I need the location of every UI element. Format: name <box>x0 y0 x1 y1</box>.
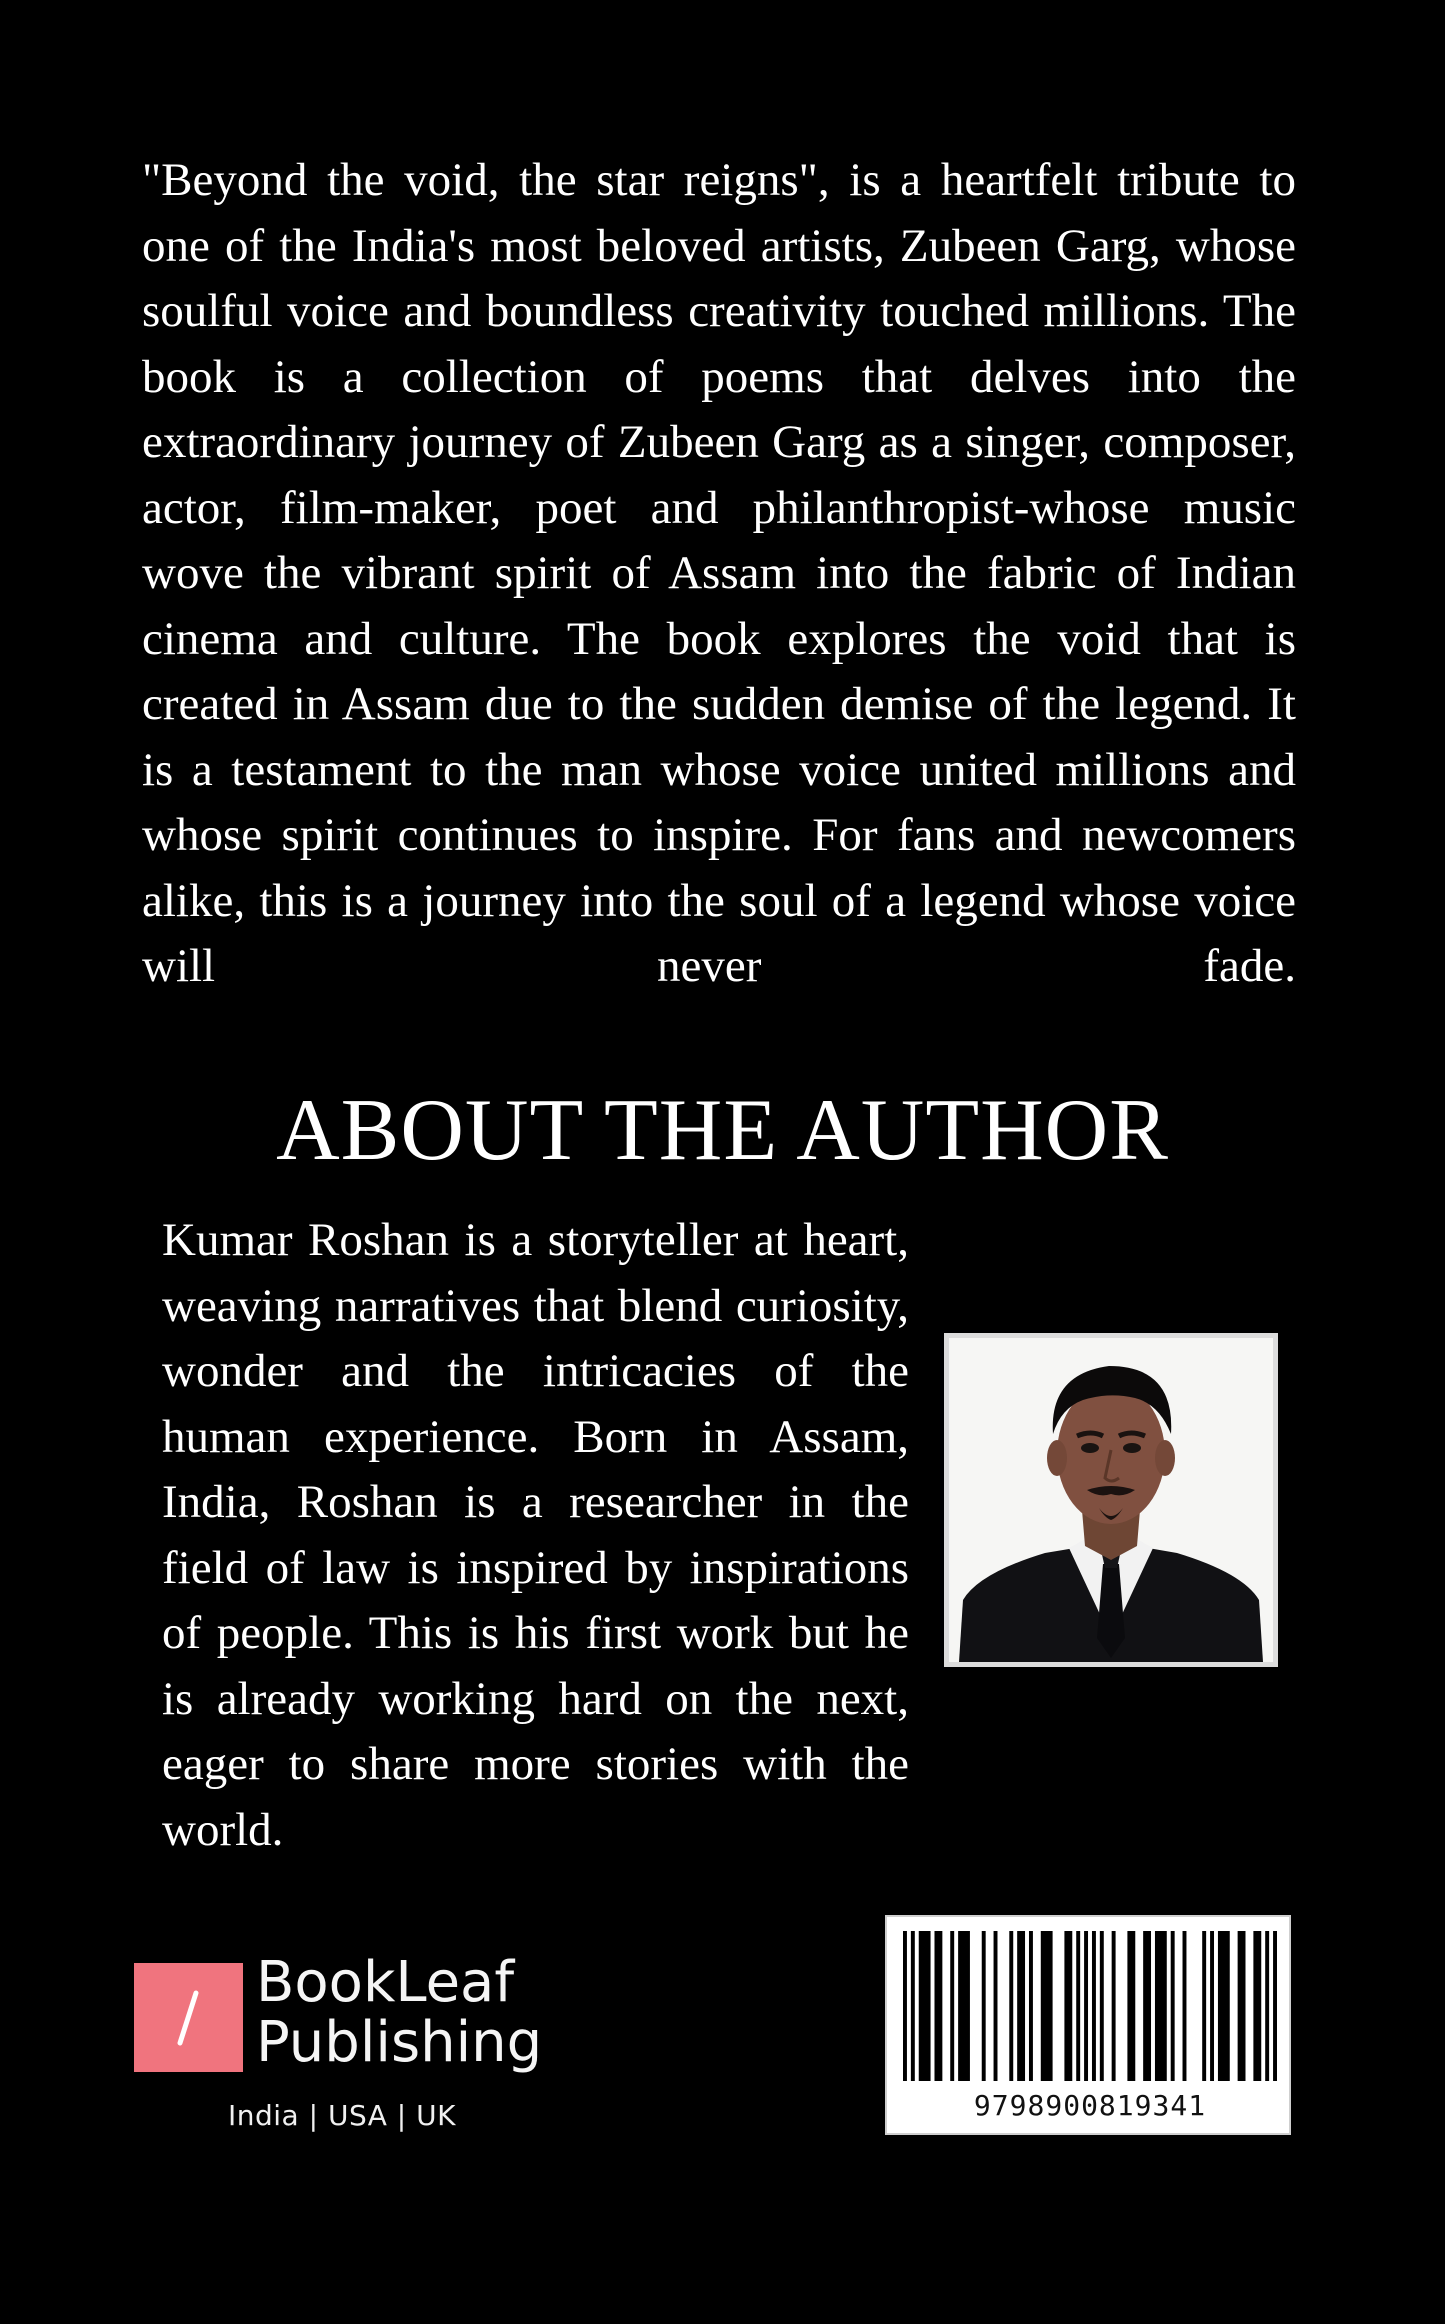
barcode-bar <box>1112 1931 1116 2081</box>
barcode-bars <box>903 1931 1277 2081</box>
barcode-bar <box>1029 1931 1033 2081</box>
barcode-bar <box>1084 1931 1088 2081</box>
author-photo <box>944 1333 1278 1667</box>
barcode-bar <box>1265 1931 1269 2081</box>
barcode-bar <box>950 1931 954 2081</box>
barcode-bar <box>1155 1931 1167 2081</box>
isbn-barcode <box>885 1915 1291 2135</box>
barcode-bar <box>1092 1931 1096 2081</box>
barcode-bar <box>1076 1931 1080 2081</box>
barcode-bar <box>903 1931 907 2081</box>
book-blurb: "Beyond the void, the star reigns", is a heartfelt tribute to one of the India's most beloved artists, Zubeen Garg, whose soulful voice and boundless creativity touched millions. The book is a collection of poems that delves into the extraordinary journey of Zubeen Garg as a singer, composer, actor, film-maker, poet and philanthropist-whose music wove the vibrant spirit of Assam into the fabric of Indian cinema and culture. The book explores the void that is created in Assam due to the sudden demise of the legend. It is a testament to the man whose voice united millions and whose spirit continues to inspire. For fans and newcomers alike, this is a journey into the soul of a legend whose voice will never fade. <box>142 154 1296 992</box>
barcode-bar <box>1210 1931 1214 2081</box>
publisher-name <box>256 1950 543 2075</box>
barcode-bar <box>1064 1931 1072 2081</box>
barcode-bar <box>1253 1931 1261 2081</box>
publisher-name-line1: BookLeaf <box>256 1950 515 2015</box>
barcode-bar <box>1143 1931 1151 2081</box>
barcode-bar <box>1218 1931 1230 2081</box>
barcode-bar <box>1041 1931 1053 2081</box>
barcode-bar <box>958 1931 970 2081</box>
barcode-bar <box>1202 1931 1206 2081</box>
barcode-bar <box>1183 1931 1187 2081</box>
publisher-regions: India | USA | UK <box>228 2099 456 2132</box>
publisher-name-line2: Publishing <box>256 2010 543 2075</box>
about-the-author-heading: ABOUT THE AUTHOR <box>276 1082 1169 1179</box>
barcode-bar <box>1273 1931 1277 2081</box>
barcode-bar <box>1127 1931 1135 2081</box>
barcode-bar <box>982 1931 986 2081</box>
isbn-number: 9798900819341 <box>973 2089 1207 2122</box>
bookleaf-slash-icon <box>134 1963 243 2072</box>
author-bio: Kumar Roshan is a storyteller at heart, weaving narratives that blend curiosity, wonder and the intricacies of the human experience. Born in Assam, India, Roshan is a researcher in the field of law is inspired by inspirations of people. This is his first work but he is already working hard on the next, eager to share more stories with the world. <box>162 1214 909 1856</box>
barcode-bar <box>1238 1931 1246 2081</box>
barcode-bar <box>934 1931 942 2081</box>
barcode-bar <box>994 1931 998 2081</box>
barcode-bar <box>919 1931 931 2081</box>
barcode-bar <box>911 1931 915 2081</box>
barcode-bar <box>1009 1931 1013 2081</box>
barcode-bar <box>1017 1931 1025 2081</box>
barcode-bar <box>1100 1931 1104 2081</box>
barcode-bar <box>1171 1931 1175 2081</box>
